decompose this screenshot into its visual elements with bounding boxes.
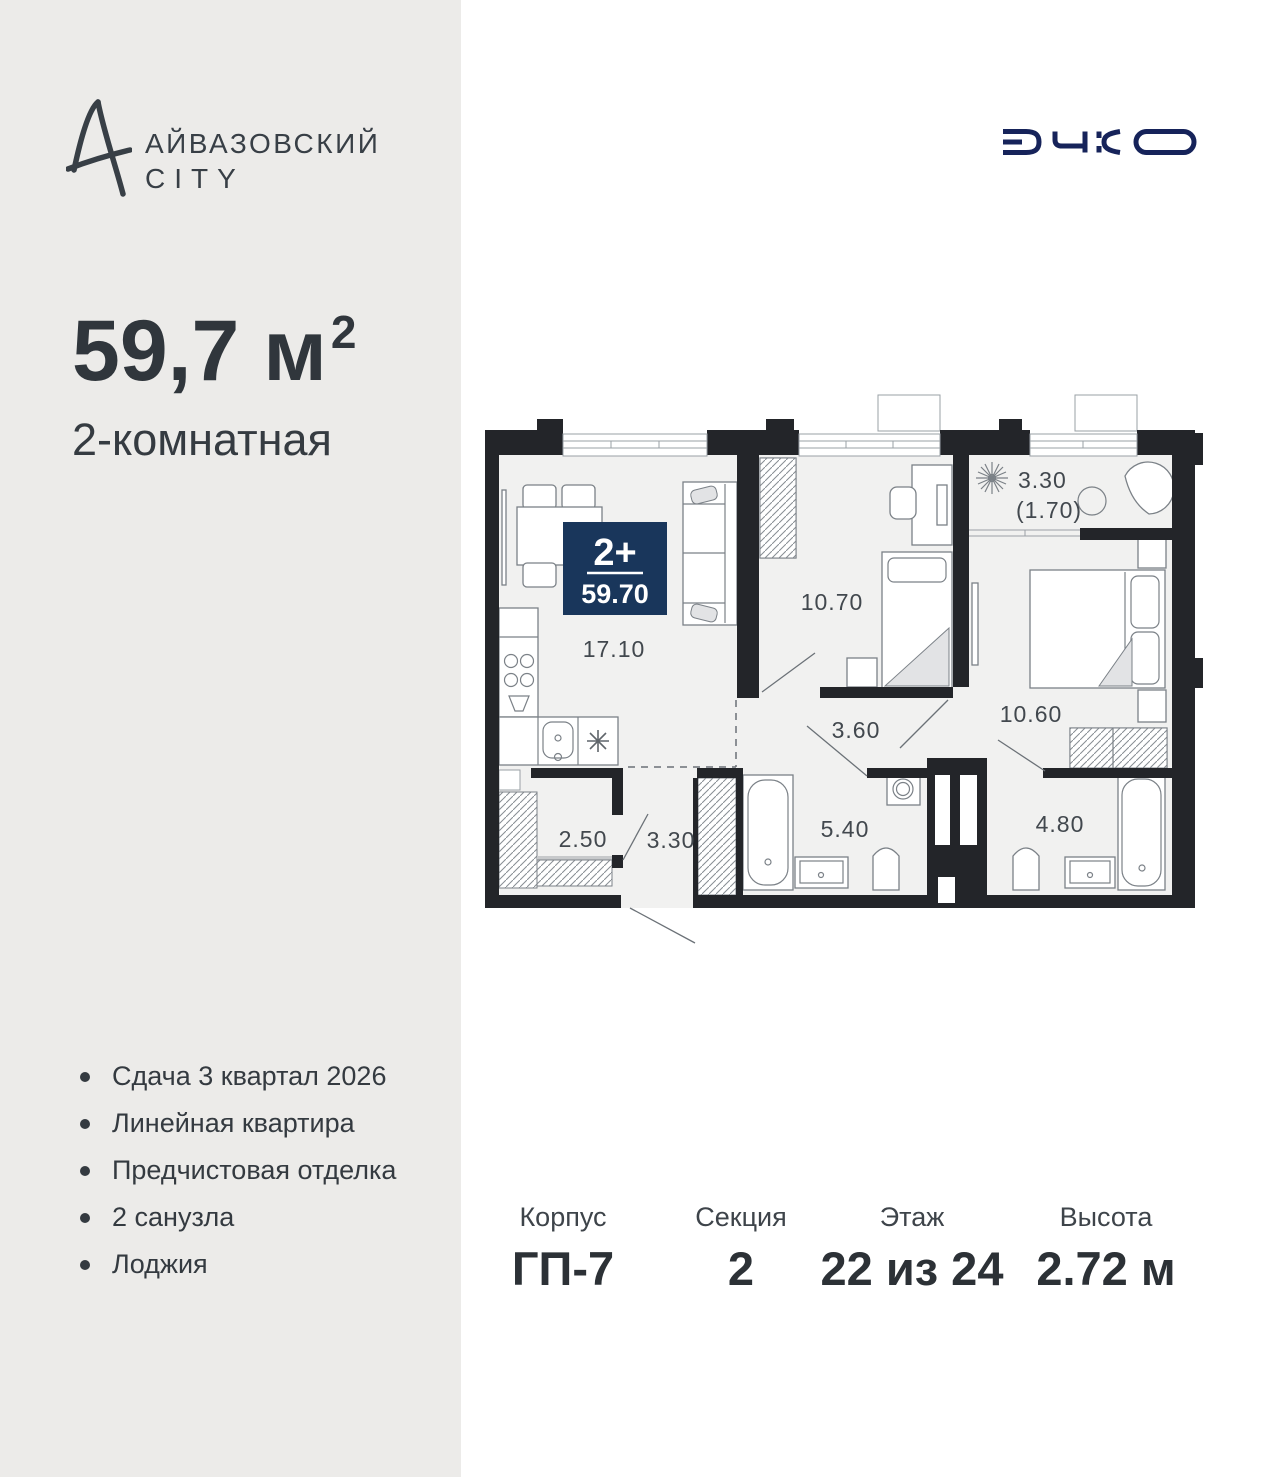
hallway-closet <box>698 778 736 895</box>
bullet-icon <box>80 1072 90 1082</box>
area-unit: м <box>263 303 327 399</box>
detail-label: Высота <box>1059 1202 1153 1232</box>
detail-value: ГП-7 <box>511 1242 615 1295</box>
detail-building <box>512 1202 614 1296</box>
feature-item <box>80 1202 396 1233</box>
label-bathroom-main: 5.40 <box>820 816 870 842</box>
label-wardrobe: 2.50 <box>558 826 608 852</box>
sidebar-panel <box>0 0 461 1477</box>
feature-text: Предчистовая отделка <box>112 1155 397 1185</box>
badge-rooms-type: 2+ <box>593 532 637 574</box>
entrance-opening <box>621 895 693 908</box>
area-superscript: 2 <box>330 306 357 358</box>
area-value: 59,7 <box>72 303 240 399</box>
project-name-line2: CITY <box>145 163 245 194</box>
apartment-type-label: 2-комнатная <box>72 414 332 465</box>
label-corridor: 3.60 <box>831 717 881 743</box>
detail-value: 2 <box>727 1242 755 1295</box>
label-hallway: 3.30 <box>646 827 696 853</box>
feature-item <box>80 1155 396 1186</box>
feature-item <box>80 1249 396 1280</box>
bullet-icon <box>80 1260 90 1270</box>
feature-text: Лоджия <box>112 1249 208 1279</box>
feature-item <box>80 1061 396 1092</box>
apartment-badge <box>563 522 667 615</box>
aivazovsky-logo-mark-icon <box>66 99 132 197</box>
label-bedroom-large: 10.60 <box>999 701 1063 727</box>
feature-item <box>80 1108 396 1139</box>
feature-text: 2 санузла <box>112 1202 235 1232</box>
label-bathroom-second: 4.80 <box>1035 811 1085 837</box>
feature-text: Линейная квартира <box>112 1108 355 1138</box>
detail-floor <box>821 1202 1004 1296</box>
bullet-icon <box>80 1166 90 1176</box>
developer-logo-enko <box>1000 127 1200 157</box>
detail-label: Этаж <box>879 1202 945 1232</box>
label-loggia-reduced: (1.70) <box>1016 497 1083 523</box>
detail-label: Секция <box>695 1202 787 1232</box>
detail-label: Корпус <box>519 1202 607 1232</box>
bullet-icon <box>80 1119 90 1129</box>
bullet-icon <box>80 1213 90 1223</box>
feature-text: Сдача 3 квартал 2026 <box>112 1061 387 1091</box>
hob-asterisk-icon <box>587 730 609 752</box>
detail-section <box>695 1202 787 1296</box>
floor-plan <box>485 390 1205 950</box>
project-name-line1: АЙВАЗОВСКИЙ <box>145 128 381 159</box>
detail-height <box>1036 1202 1175 1296</box>
badge-area: 59.70 <box>581 579 649 609</box>
apartment-area-title <box>72 303 357 399</box>
label-bedroom-small: 10.70 <box>800 589 864 615</box>
detail-value: 2.72 м <box>1036 1242 1176 1295</box>
detail-value: 22 из 24 <box>820 1242 1004 1295</box>
label-loggia-full: 3.30 <box>1018 467 1067 493</box>
label-living-kitchen: 17.10 <box>582 636 646 662</box>
features-list <box>80 1061 396 1296</box>
